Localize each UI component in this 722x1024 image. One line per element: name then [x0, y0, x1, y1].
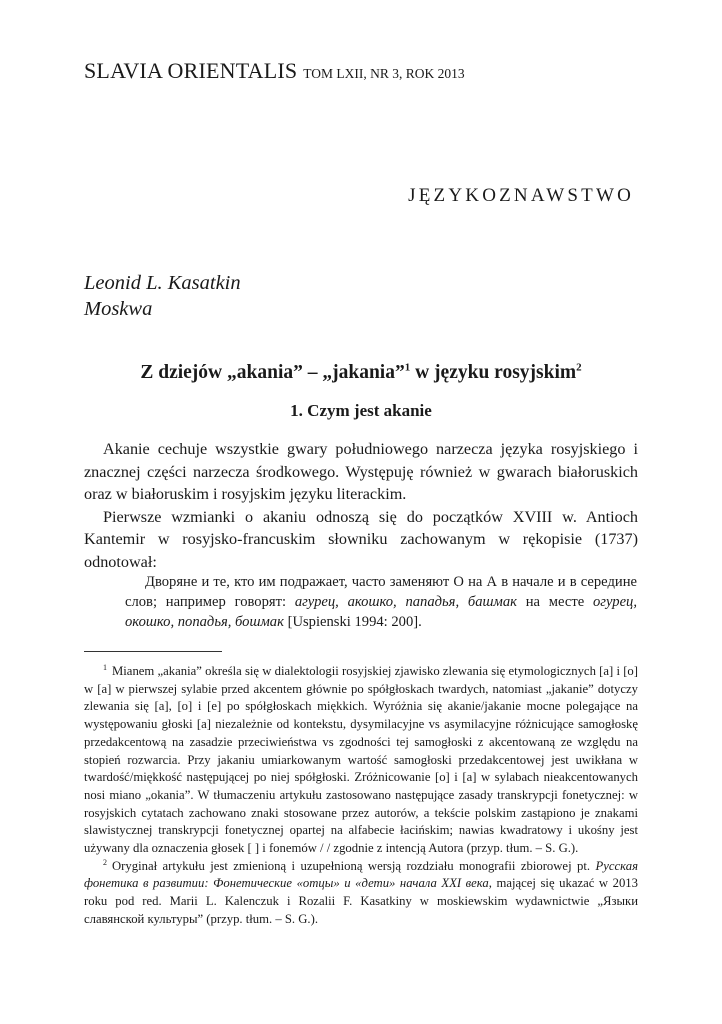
footnote-2-text-part1: Oryginał artykułu jest zmienioną i uzupełnioną wersją rozdziału monografii zbiorowej pt. — [112, 858, 596, 873]
footnote-2-text-part2: , mającej się ukazać w 2013 roku pod red. Marii L. Kalenczuk i Rozalii F. Kasatkiny w moskiewskim wydawnictwie „Языки славянской культуры” (przyp. tłum. – S. G.). — [84, 876, 638, 926]
footnote-1-text: Mianem „akania” określa się w dialektologii rosyjskiej zjawisko zlewania się etymologicznych [a] i [o] w [a] w pierwszej sylabie przed akcentem głównie po spółgłoskach twardych, natomiast „jakanie” dotyczy zlewania się [a], [o] i [e] po spółgłoskach miękkich. Wyróżnia się akanie/jakanie mocne polegające na występowaniu głoski [a] niezależnie od kontekstu, dysymilacyjne vs asymilacyjne różnicujące samogłoskę przedakcentową na zasadzie przeciwieństwa vs zgodności tej samogłoski z akcentowaną ze względu na stopień rozwarcia. Przy jakaniu umiarkowanym wartość samogłoski przedakcentowej jest uwikłana w twardość/miękkość następującej po niej spółgłoski. Zróżnicowanie [o] i [a] w sylabach nieakcentowanych nosi miano „okania”. W tłumaczeniu artykułu zastosowano następujące zasady transkrypcji fonetycznej: w rosyjskich cytatach zachowano znaki stosowane przez autorów, a tekście polskim zastąpiono je znakami slawistycznej transkrypcji fonetycznej opartej na alfabecie łacińskim; nawias kwadratowy i ukośny jest używany dla oznaczenia głosek [ ] i fonemów / / zgodnie z intencją Autora (przyp. tłum. – S. G.). — [84, 664, 638, 856]
journal-header — [84, 58, 465, 84]
author-block — [84, 270, 241, 322]
footnote-number-1: 1 — [103, 662, 107, 672]
quote-italic2: огурец, окошко, попадья, бошмак — [125, 594, 637, 630]
article-title-part2: w języku rosyjskim — [410, 362, 577, 383]
journal-name: SLAVIA ORIENTALIS — [84, 58, 298, 83]
paragraph-1: Akanie cechuje wszystkie gwary południowego narzecza języka rosyjskiego i znacznej części narzecza środkowego. Występuję również w gwarach białoruskich oraz w białoruskim i rosyjskim języku literackim. — [84, 440, 638, 504]
quote-part2: на месте — [516, 594, 593, 610]
author-name: Leonid L. Kasatkin — [84, 272, 241, 294]
article-title-part1: Z dziejów „akania” – „jakania” — [140, 362, 405, 383]
footnote-ref-1: 1 — [404, 361, 411, 374]
footnote-2 — [84, 858, 638, 929]
section-subtitle: 1. Czym jest akanie — [290, 401, 432, 420]
footnote-1 — [84, 663, 638, 858]
footnotes — [84, 663, 638, 929]
footnote-ref-2: 2 — [576, 361, 582, 374]
block-quote — [125, 572, 637, 632]
journal-issue-info: TOM LXII, NR 3, ROK 2013 — [303, 66, 465, 81]
quote-text — [125, 572, 637, 632]
section-heading: JĘZYKOZNAWSTWO — [408, 185, 634, 206]
quote-part1: Дворяне и те, кто им подражает, часто заменяют О на А в начале и в середине слов; например говорят: — [125, 574, 637, 610]
quote-italic1: агурец, акошко, пападья, башмак — [294, 594, 517, 610]
body-text — [84, 438, 638, 574]
footnote-divider — [84, 651, 222, 652]
article-title — [84, 362, 638, 384]
footnote-2-text-italic: Русская фонетика в развитии: Фонетические «отцы» и «дети» начала XXI века — [84, 858, 638, 891]
author-city: Moskwa — [84, 298, 153, 320]
paragraph-2: Pierwsze wzmianki o akaniu odnoszą się do początków XVIII w. Antioch Kantemir w rosyjsko-francuskim słowniku zachowanym w rękopisie (1737) odnotował: — [84, 507, 638, 571]
quote-part3: [Uspienski 1994: 200]. — [283, 614, 422, 630]
footnote-number-2: 2 — [103, 857, 107, 867]
